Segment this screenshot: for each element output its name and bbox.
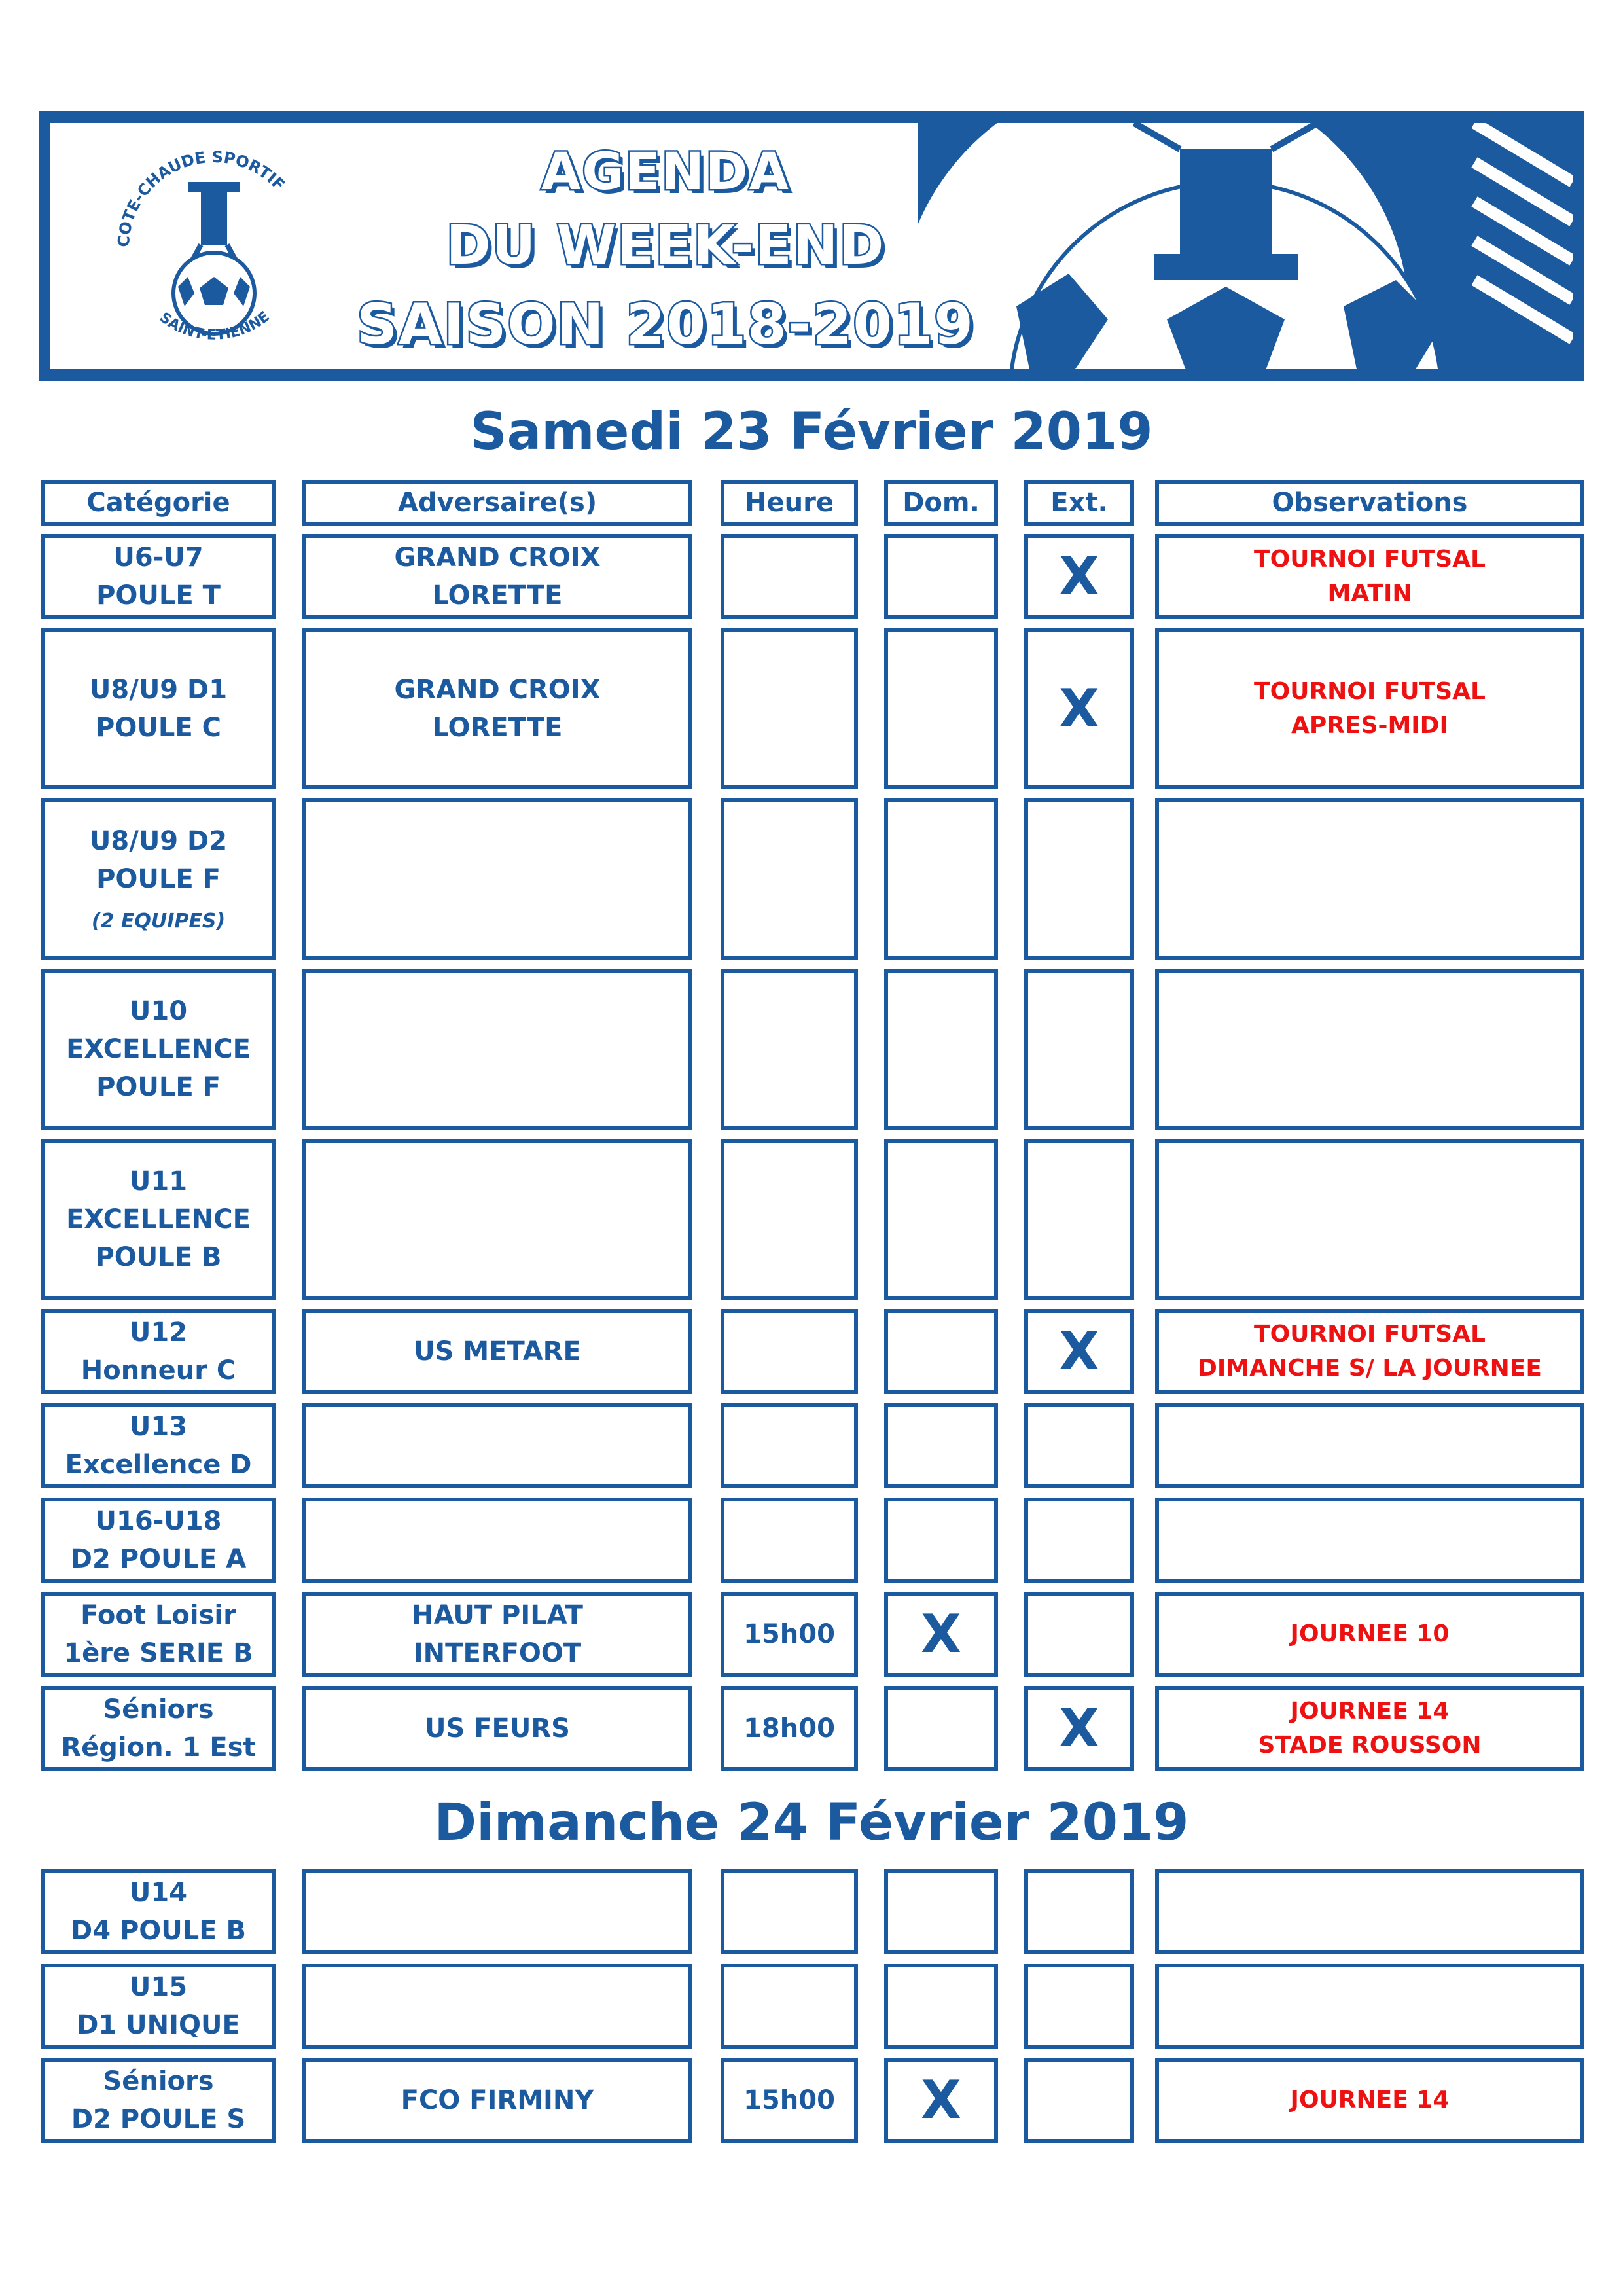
club-logo xyxy=(103,136,325,359)
dom-cell xyxy=(884,628,998,789)
ext-cell xyxy=(1024,534,1134,619)
categorie-line: Honneur C xyxy=(80,1355,236,1386)
header-adversaire: Adversaire(s) xyxy=(302,480,692,526)
dom-cell xyxy=(884,2058,998,2143)
dom-mark: X xyxy=(921,1604,961,1664)
categorie-cell xyxy=(41,798,276,960)
heure-cell xyxy=(721,798,858,960)
dom-cell xyxy=(884,1498,998,1583)
adversaire-cell xyxy=(302,1592,692,1677)
heure-cell xyxy=(721,969,858,1130)
adversaire-line: US METARE xyxy=(414,1336,581,1367)
heure-cell xyxy=(721,1309,858,1394)
observations-cell xyxy=(1155,628,1584,789)
ext-cell xyxy=(1024,1403,1134,1488)
ext-mark: X xyxy=(1059,678,1099,739)
categorie-line: U10 xyxy=(129,996,188,1026)
adversaire-cell xyxy=(302,1964,692,2049)
heure-cell xyxy=(721,1686,858,1771)
categorie-cell xyxy=(41,1964,276,2049)
adversaire-cell xyxy=(302,1309,692,1394)
observations-cell xyxy=(1155,1498,1584,1583)
heure-cell xyxy=(721,1498,858,1583)
categorie-line: POULE F xyxy=(96,1072,221,1102)
categorie-cell xyxy=(41,1403,276,1488)
categorie-line: EXCELLENCE xyxy=(66,1034,251,1064)
adversaire-line: LORETTE xyxy=(432,713,563,743)
banner-line-season: SAISON 2018-2019 xyxy=(357,292,974,357)
adversaire-line: US FEURS xyxy=(425,1713,570,1744)
categorie-line: U13 xyxy=(129,1412,188,1442)
categorie-cell xyxy=(41,1686,276,1771)
header-heure: Heure xyxy=(721,480,858,526)
heure-value: 15h00 xyxy=(743,1619,835,1649)
header-banner xyxy=(39,111,1584,381)
observations-line: TOURNOI FUTSAL xyxy=(1254,677,1486,705)
ext-cell xyxy=(1024,969,1134,1130)
adversaire-line: GRAND CROIX xyxy=(394,543,601,573)
dom-cell xyxy=(884,1592,998,1677)
adversaire-line: INTERFOOT xyxy=(413,1638,582,1668)
categorie-cell xyxy=(41,534,276,619)
observations-cell xyxy=(1155,1964,1584,2049)
categorie-line: 1ère SERIE B xyxy=(63,1638,253,1668)
observations-cell xyxy=(1155,1309,1584,1394)
adversaire-cell xyxy=(302,1403,692,1488)
observations-cell xyxy=(1155,1869,1584,1954)
categorie-cell xyxy=(41,1869,276,1954)
categorie-line: Excellence D xyxy=(65,1450,252,1480)
heure-cell xyxy=(721,534,858,619)
heure-cell xyxy=(721,2058,858,2143)
categorie-cell xyxy=(41,628,276,789)
ext-cell xyxy=(1024,1139,1134,1300)
observations-line: APRES-MIDI xyxy=(1291,712,1448,739)
adversaire-cell xyxy=(302,1686,692,1771)
sunday-title: Dimanche 24 Février 2019 xyxy=(434,1793,1189,1852)
categorie-line: U15 xyxy=(129,1972,188,2002)
adversaire-cell xyxy=(302,534,692,619)
dom-mark: X xyxy=(921,2070,961,2130)
adversaire-line: GRAND CROIX xyxy=(394,675,601,705)
adversaire-cell xyxy=(302,628,692,789)
categorie-line: D1 UNIQUE xyxy=(77,2010,240,2040)
dom-cell xyxy=(884,969,998,1130)
observations-cell xyxy=(1155,534,1584,619)
dom-cell xyxy=(884,1964,998,2049)
adversaire-cell xyxy=(302,969,692,1130)
adversaire-cell xyxy=(302,798,692,960)
banner-inner xyxy=(50,123,1573,369)
adversaire-cell xyxy=(302,2058,692,2143)
observations-line: STADE ROUSSON xyxy=(1258,1732,1482,1759)
ext-cell xyxy=(1024,1964,1134,2049)
adversaire-line: FCO FIRMINY xyxy=(401,2085,594,2115)
categorie-note: (2 EQUIPES) xyxy=(91,910,226,933)
categorie-cell xyxy=(41,2058,276,2143)
logo-text-top: COTE-CHAUDE SPORTIF xyxy=(114,147,289,248)
categorie-cell xyxy=(41,1309,276,1394)
heure-cell xyxy=(721,1403,858,1488)
dom-cell xyxy=(884,1869,998,1954)
ext-cell xyxy=(1024,1498,1134,1583)
categorie-cell xyxy=(41,1139,276,1300)
categorie-line: D4 POULE B xyxy=(71,1916,246,1946)
header-ext: Ext. xyxy=(1024,480,1134,526)
observations-line: JOURNEE 14 xyxy=(1290,2086,1450,2113)
categorie-cell xyxy=(41,969,276,1130)
observations-line: JOURNEE 10 xyxy=(1290,1620,1450,1647)
categorie-line: U6-U7 xyxy=(113,543,204,573)
header-observations: Observations xyxy=(1155,480,1584,526)
ext-cell xyxy=(1024,1592,1134,1677)
heure-cell xyxy=(721,1139,858,1300)
categorie-line: EXCELLENCE xyxy=(66,1204,251,1234)
ext-cell xyxy=(1024,1686,1134,1771)
categorie-line: U8/U9 D1 xyxy=(89,675,228,705)
observations-line: MATIN xyxy=(1327,580,1412,607)
categorie-cell xyxy=(41,1498,276,1583)
dom-cell xyxy=(884,798,998,960)
dom-cell xyxy=(884,1403,998,1488)
heure-value: 15h00 xyxy=(743,2085,835,2115)
observations-cell xyxy=(1155,2058,1584,2143)
observations-cell xyxy=(1155,1403,1584,1488)
observations-cell xyxy=(1155,1139,1584,1300)
heure-cell xyxy=(721,1869,858,1954)
heure-cell xyxy=(721,1964,858,2049)
ext-mark: X xyxy=(1059,1321,1099,1382)
observations-cell xyxy=(1155,1686,1584,1771)
categorie-line: POULE C xyxy=(96,713,221,743)
observations-cell xyxy=(1155,969,1584,1130)
observations-line: TOURNOI FUTSAL xyxy=(1254,1320,1486,1348)
categorie-line: U16-U18 xyxy=(95,1506,222,1536)
heure-value: 18h00 xyxy=(743,1713,835,1744)
observations-line: JOURNEE 14 xyxy=(1290,1697,1450,1725)
adversaire-cell xyxy=(302,1869,692,1954)
ext-cell xyxy=(1024,798,1134,960)
categorie-line: Foot Loisir xyxy=(80,1600,236,1630)
header-dom: Dom. xyxy=(884,480,998,526)
banner-line-weekend: DU WEEK-END xyxy=(446,215,885,277)
adversaire-line: HAUT PILAT xyxy=(412,1600,583,1630)
banner-line-agenda: AGENDA xyxy=(541,143,791,202)
dom-cell xyxy=(884,1686,998,1771)
categorie-line: U12 xyxy=(129,1318,188,1348)
categorie-line: U8/U9 D2 xyxy=(89,826,228,857)
categorie-line: D2 POULE A xyxy=(70,1544,247,1574)
adversaire-line: LORETTE xyxy=(432,581,563,611)
adversaire-cell xyxy=(302,1498,692,1583)
categorie-line: D2 POULE S xyxy=(71,2104,246,2134)
observations-line: DIMANCHE S/ LA JOURNEE xyxy=(1198,1355,1542,1382)
header-categorie: Catégorie xyxy=(41,480,276,526)
dom-cell xyxy=(884,1309,998,1394)
observations-cell xyxy=(1155,798,1584,960)
observations-cell xyxy=(1155,1592,1584,1677)
categorie-line: POULE F xyxy=(96,864,221,895)
categorie-line: U14 xyxy=(129,1878,188,1908)
observations-line: TOURNOI FUTSAL xyxy=(1254,545,1486,573)
dom-cell xyxy=(884,534,998,619)
categorie-line: POULE B xyxy=(95,1242,222,1272)
ext-cell xyxy=(1024,1869,1134,1954)
heure-cell xyxy=(721,628,858,789)
categorie-line: Séniors xyxy=(103,1695,214,1725)
categorie-line: Région. 1 Est xyxy=(61,1732,256,1763)
categorie-line: POULE T xyxy=(96,581,221,611)
adversaire-cell xyxy=(302,1139,692,1300)
ext-cell xyxy=(1024,628,1134,789)
categorie-line: U11 xyxy=(129,1166,188,1196)
ext-cell xyxy=(1024,1309,1134,1394)
dom-cell xyxy=(884,1139,998,1300)
ext-mark: X xyxy=(1059,546,1099,607)
heure-cell xyxy=(721,1592,858,1677)
ext-mark: X xyxy=(1059,1698,1099,1759)
categorie-cell xyxy=(41,1592,276,1677)
saturday-title: Samedi 23 Février 2019 xyxy=(470,403,1153,461)
categorie-line: Séniors xyxy=(103,2066,214,2096)
logo-text-bottom: SAINT-ETIENNE xyxy=(156,308,273,344)
ext-cell xyxy=(1024,2058,1134,2143)
